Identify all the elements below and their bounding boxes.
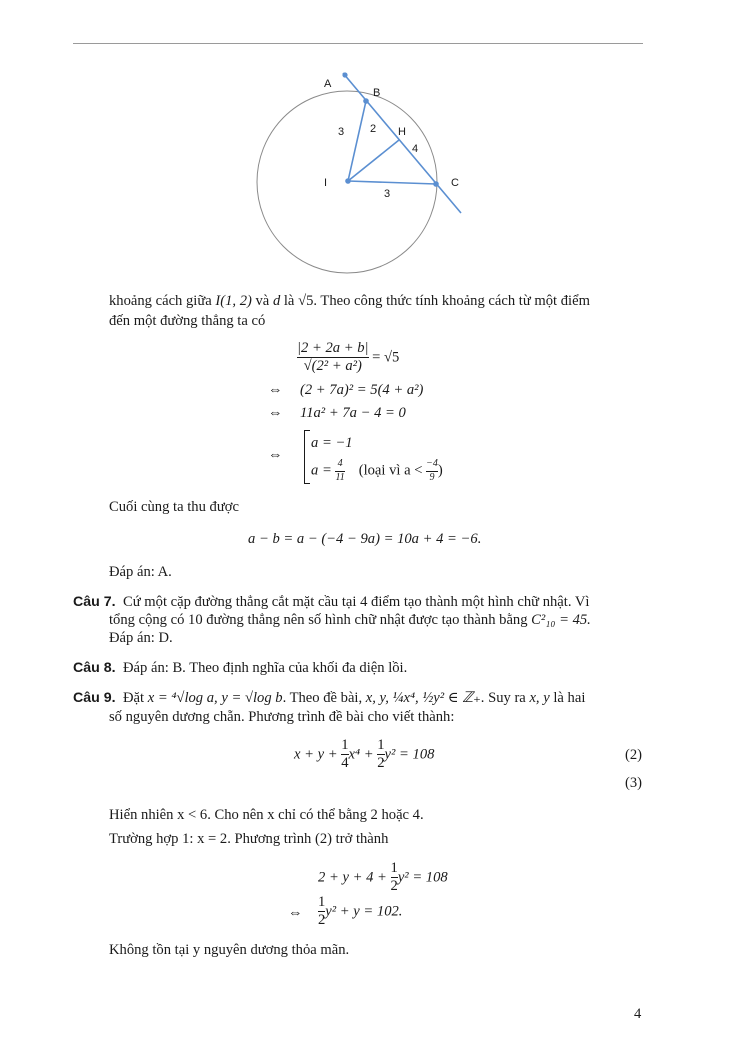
point-I-math: I(1, 2) <box>215 293 252 309</box>
fraction-numerator: 1 <box>341 737 349 753</box>
case2-note: (loại vì a < <box>358 462 427 479</box>
label-H: H <box>398 126 406 138</box>
q7-text: tổng cộng có 10 đường thẳng nên số hình chữ nhật được tạo thành bằng <box>109 612 532 628</box>
fraction-numerator: 1 <box>318 894 326 910</box>
q9-line3: Hiển nhiên x < 6. Cho nên x chỉ có thể bằng 2 hoặc 4. <box>109 807 424 823</box>
equation-rhs: y² = 108 <box>397 869 448 886</box>
fraction-denominator: √(2² + a²) <box>303 358 362 375</box>
fraction-numerator: 4 <box>337 458 343 469</box>
equation-rhs: = √5 <box>372 349 400 366</box>
label-B: B <box>373 87 381 99</box>
length-IC: 3 <box>384 188 391 200</box>
q9-line1 <box>123 691 585 706</box>
q7-label: Câu 7. <box>73 594 116 610</box>
label-A: A <box>324 78 332 90</box>
fraction <box>391 861 398 895</box>
para1-text: là <box>280 293 299 309</box>
para1-text: và <box>251 293 273 309</box>
q9-line4: Trường hợp 1: x = 2. Phương trình (2) trở thành <box>109 831 389 847</box>
equation-rhs: y² = 108 <box>384 746 435 763</box>
header-rule <box>73 43 643 44</box>
case-2 <box>311 459 443 483</box>
fraction <box>297 341 369 375</box>
q9-line2: số nguyên dương chẵn. Phương trình đề bài cho viết thành: <box>109 709 455 725</box>
length-HC: 4 <box>412 143 419 155</box>
q7-line1: Cứ một cặp đường thẳng cắt mặt cầu tại 4 điểm tạo thành một hình chữ nhật. Vì <box>123 594 590 610</box>
q7-answer: Đáp án: D. <box>109 630 173 646</box>
para1-text: khoảng cách giữa <box>109 293 216 309</box>
combination-math: C²₁₀ = 45. <box>531 612 591 628</box>
q9-text: . Theo đề bài, <box>282 690 366 706</box>
q8-label: Câu 8. <box>73 660 116 676</box>
fraction-denominator: 11 <box>335 471 345 483</box>
para1-line1 <box>109 294 590 309</box>
para1-text: . Theo công thức tính khoảng cách từ một điểm <box>313 293 590 309</box>
answer-6: Đáp án: A. <box>109 564 172 580</box>
xy-math: x, y <box>529 690 550 706</box>
fraction <box>426 459 438 483</box>
fraction-numerator: |2 + 2a + b| <box>297 340 369 356</box>
fraction-numerator: 1 <box>377 737 385 753</box>
q9-text: . Suy ra <box>480 690 530 706</box>
fraction-denominator: 4 <box>341 755 349 772</box>
q9-line5: Không tồn tại y nguyên dương thỏa mãn. <box>109 942 350 958</box>
fraction-denominator: 9 <box>429 471 435 483</box>
fraction-denominator: 2 <box>390 878 398 895</box>
final-intro: Cuối cùng ta thu được <box>109 499 239 515</box>
q9-text: là hai <box>549 690 586 706</box>
length-BH: 2 <box>370 123 377 135</box>
circle-figure <box>250 60 480 280</box>
case2-lhs: a = <box>311 462 336 479</box>
case-bracket <box>304 430 310 484</box>
final-equation: a − b = a − (−4 − 9a) = 10a + 4 = −6. <box>248 531 482 547</box>
para1-line2: đến một đường thẳng ta có <box>109 313 266 329</box>
point-I <box>345 178 351 184</box>
label-C: C <box>451 177 459 189</box>
close-paren: ) <box>437 462 443 479</box>
case-1: a = −1 <box>311 435 353 451</box>
iff-symbol: ⇔ <box>288 905 303 921</box>
point-A <box>342 72 347 77</box>
fraction <box>341 738 348 772</box>
equation-line2: (2 + 7a)² = 5(4 + a²) <box>300 382 424 398</box>
point-B <box>363 98 369 104</box>
fraction <box>335 459 344 483</box>
segment-IC <box>348 181 436 184</box>
q7-line2 <box>109 613 591 628</box>
equation-tag-2: (2) <box>625 747 643 763</box>
secant-line <box>343 73 461 213</box>
equation-term: x⁴ + <box>348 746 378 763</box>
equation-rhs: y² + y = 102. <box>325 903 403 920</box>
fraction-denominator: 2 <box>377 755 385 772</box>
point-C <box>433 181 439 187</box>
iff-symbol: ⇔ <box>268 382 283 398</box>
fraction <box>377 738 384 772</box>
line-d-math: d <box>272 293 281 309</box>
equation-line3: 11a² + 7a − 4 = 0 <box>300 405 406 421</box>
q8-text: Đáp án: B. Theo định nghĩa của khối đa diện lồi. <box>123 660 408 676</box>
main-equation <box>294 738 434 772</box>
length-IB: 3 <box>338 126 345 138</box>
case-equation-a <box>318 861 448 895</box>
case-equation-b <box>318 895 402 929</box>
iff-symbol: ⇔ <box>268 405 283 421</box>
sqrt5-math: √5 <box>298 293 314 309</box>
substitution-math: x = ⁴√log a, y = √log b <box>147 690 283 706</box>
q9-label: Câu 9. <box>73 690 116 706</box>
fraction <box>318 895 325 929</box>
fraction-numerator: −4 <box>426 458 438 469</box>
equation-tag-3: (3) <box>625 775 643 791</box>
page-number: 4 <box>634 1006 642 1022</box>
fraction-numerator: 1 <box>390 860 398 876</box>
equation-lhs: 2 + y + 4 + <box>318 869 391 886</box>
label-I: I <box>324 177 328 189</box>
fraction-denominator: 2 <box>318 912 326 929</box>
distance-equation <box>297 341 399 375</box>
iff-symbol: ⇔ <box>268 447 283 463</box>
integer-condition-math: x, y, ¼x⁴, ½y² ∈ ℤ₊ <box>365 690 481 706</box>
q9-text: Đặt <box>123 690 148 706</box>
equation-lhs: x + y + <box>294 746 342 763</box>
